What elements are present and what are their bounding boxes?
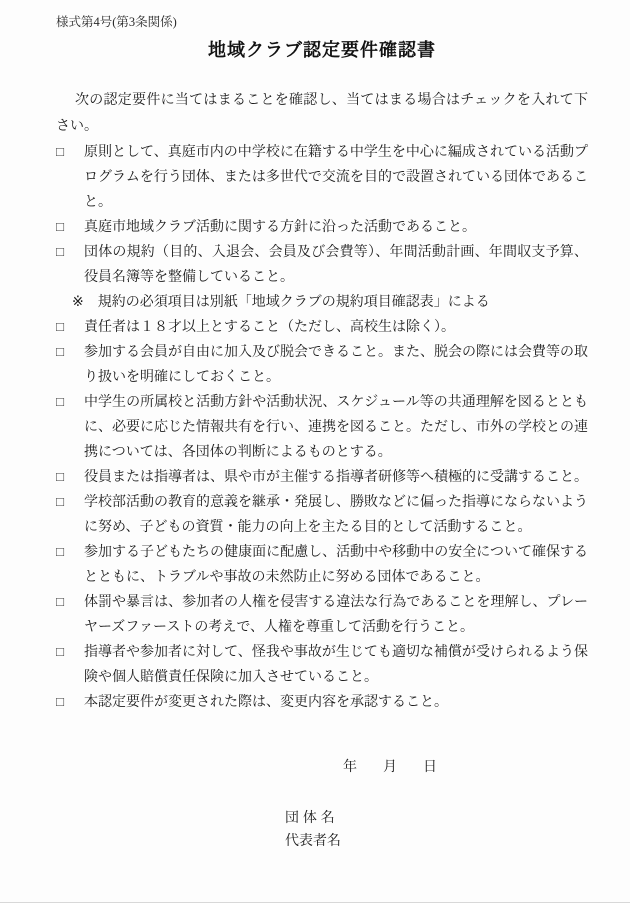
checkbox[interactable]: □ [56,244,65,259]
requirement-item [56,214,588,239]
checkbox[interactable]: □ [56,344,65,359]
date-line: 年 月 日 [343,758,443,774]
requirement-text: 役員または指導者は、県や市が主催する指導者研修等へ積極的に受講すること。 [84,468,588,484]
representative-name-label: 代表者名 [285,832,341,848]
requirement-item [56,339,588,389]
checkbox[interactable]: □ [56,694,65,709]
requirement-item [56,639,588,689]
organization-name-label: 団 体 名 [285,809,335,825]
checkbox[interactable]: □ [56,144,65,159]
requirement-note: ※ 規約の必須項目は別紙「地域クラブの規約項目確認表」による [72,293,490,309]
checkbox[interactable]: □ [56,544,65,559]
requirement-item [56,464,588,489]
requirement-text: 参加する子どもたちの健康面に配慮し、活動中や移動中の安全について確保するとともに、トラブルや事故の未然防止に努める団体であること。 [84,543,588,584]
requirement-item [56,689,588,714]
form-number: 様式第4号(第3条関係) [56,15,177,29]
checkbox[interactable]: □ [56,469,65,484]
requirement-item [56,389,588,464]
requirement-item [56,589,588,639]
page-title: 地域クラブ認定要件確認書 [208,40,436,60]
requirement-text: 指導者や参加者に対して、怪我や事故が生じても適切な補償が受けられるよう保険や個人賠償責任保険に加入させていること。 [84,643,588,684]
requirement-text: 参加する会員が自由に加入及び脱会できること。また、脱会の際には会費等の取り扱いを明確にしておくこと。 [84,343,588,384]
requirement-text: 本認定要件が変更された際は、変更内容を承認すること。 [84,693,448,709]
requirement-text: 体罰や暴言は、参加者の人権を侵害する違法な行為であることを理解し、プレーヤーズファーストの考えで、人権を尊重して活動を行うこと。 [84,593,588,634]
requirements-list [56,139,588,714]
requirement-text: 責任者は１８才以上とすること（ただし、高校生は除く）。 [84,318,455,334]
requirement-text: 原則として、真庭市内の中学校に在籍する中学生を中心に編成されている活動プログラムを行う団体、または多世代で交流を目的で設置されている団体であること。 [84,143,588,209]
signature-block [285,806,588,852]
checkbox[interactable]: □ [56,594,65,609]
requirement-text: 真庭市地域クラブ活動に関する方針に沿った活動であること。 [84,218,476,234]
requirement-text: 学校部活動の教育的意義を継承・発展し、勝敗などに偏った指導にならないように努め、子どもの資質・能力の向上を主たる目的として活動すること。 [84,493,588,534]
requirement-item [56,314,588,339]
requirement-item [56,489,588,539]
checkbox[interactable]: □ [56,394,65,409]
requirement-text: 中学生の所属校と活動方針や活動状況、スケジュール等の共通理解を図るとともに、必要に応じた情報共有を行い、連携を図ること。ただし、市外の学校との連携については、各団体の判断によるものとする。 [84,393,588,459]
intro-paragraph: 次の認定要件に当てはまることを確認し、当てはまる場合はチェックを入れて下さい。 [56,91,588,133]
checkbox[interactable]: □ [56,319,65,334]
requirement-item [56,539,588,589]
checkbox[interactable]: □ [56,644,65,659]
checkbox[interactable]: □ [56,494,65,509]
requirement-item [56,139,588,214]
requirement-item [56,239,588,289]
checkbox[interactable]: □ [56,219,65,234]
requirement-text: 団体の規約（目的、入退会、会員及び会費等）、年間活動計画、年間収支予算、役員名簿等を整備していること。 [84,243,588,284]
